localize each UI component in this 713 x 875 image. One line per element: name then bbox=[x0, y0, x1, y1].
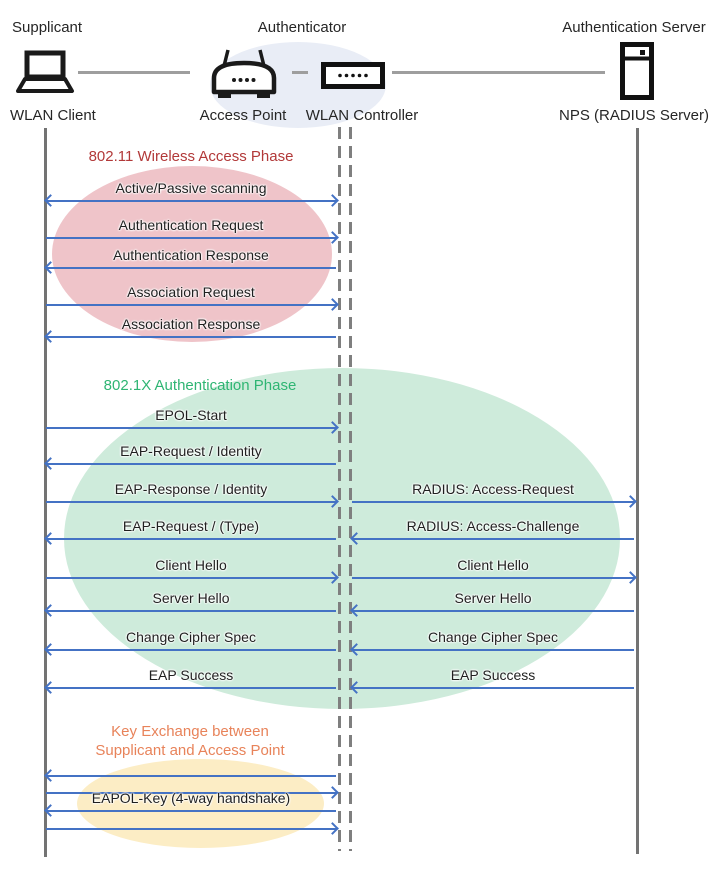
connector-line bbox=[78, 71, 190, 74]
arrowhead-left-icon bbox=[350, 643, 363, 656]
arrowhead-left-icon bbox=[44, 532, 57, 545]
server-icon bbox=[620, 42, 654, 100]
message-arrow-left bbox=[351, 606, 635, 616]
message-label: EAP-Request / Identity bbox=[120, 443, 262, 459]
message-arrow-left bbox=[351, 645, 635, 655]
message-arrow-left bbox=[351, 534, 635, 544]
phase1-title: 802.11 Wireless Access Phase bbox=[88, 148, 294, 165]
arrowhead-left-icon bbox=[44, 804, 57, 817]
message-arrow-left bbox=[45, 332, 337, 342]
message-arrow-right bbox=[351, 573, 635, 583]
arrowhead-left-icon bbox=[44, 643, 57, 656]
arrowhead-left-icon bbox=[44, 330, 57, 343]
message-label: Change Cipher Spec bbox=[126, 629, 256, 645]
message-arrow-left bbox=[45, 606, 337, 616]
device-label-wlan-controller: WLAN Controller bbox=[305, 107, 419, 124]
phase3-title-line2: Supplicant and Access Point bbox=[95, 742, 285, 759]
message-label: Authentication Request bbox=[118, 217, 264, 233]
arrowhead-left-icon bbox=[350, 604, 363, 617]
lifeline-authenticator-dashed-1 bbox=[338, 127, 342, 851]
arrowhead-right-icon bbox=[624, 571, 637, 584]
message-arrow-right bbox=[45, 573, 337, 583]
arrowhead-left-icon bbox=[44, 194, 57, 207]
message-label: Change Cipher Spec bbox=[428, 629, 558, 645]
message-arrow-right bbox=[351, 497, 635, 507]
device-label-wlan-client: WLAN Client bbox=[10, 107, 96, 124]
phase3-title-line1: Key Exchange between bbox=[111, 723, 269, 740]
role-label-authentication-server: Authentication Server bbox=[562, 19, 706, 36]
message-arrow-left bbox=[45, 806, 337, 816]
arrowhead-right-icon bbox=[326, 298, 339, 311]
message-label: EAPOL-Key (4-way handshake) bbox=[91, 790, 291, 806]
message-label: EAP Success bbox=[148, 667, 234, 683]
wlan-controller-icon bbox=[321, 62, 385, 89]
message-label: Client Hello bbox=[155, 557, 227, 573]
role-label-supplicant: Supplicant bbox=[12, 19, 83, 36]
connector-line bbox=[292, 71, 308, 74]
phase2-title: 802.1X Authentication Phase bbox=[103, 377, 297, 394]
message-label: Authentication Response bbox=[113, 247, 269, 263]
arrowhead-left-icon bbox=[44, 457, 57, 470]
message-label: Association Response bbox=[121, 316, 261, 332]
device-label-nps-radius-server: NPS (RADIUS Server) bbox=[558, 107, 710, 124]
message-arrow-both bbox=[45, 196, 337, 206]
arrowhead-right-icon bbox=[326, 194, 339, 207]
arrowhead-right-icon bbox=[326, 421, 339, 434]
arrowhead-right-icon bbox=[326, 822, 339, 835]
message-label: Association Request bbox=[127, 284, 255, 300]
arrowhead-left-icon bbox=[44, 769, 57, 782]
arrowhead-left-icon bbox=[44, 604, 57, 617]
message-arrow-left bbox=[351, 683, 635, 693]
laptop-icon bbox=[10, 50, 80, 96]
message-arrow-right bbox=[45, 233, 337, 243]
message-label: Active/Passive scanning bbox=[115, 180, 267, 196]
arrowhead-left-icon bbox=[350, 532, 363, 545]
message-label: Server Hello bbox=[454, 590, 532, 606]
arrowhead-left-icon bbox=[350, 681, 363, 694]
message-arrow-left bbox=[45, 263, 337, 273]
phase3-title bbox=[95, 722, 284, 760]
arrowhead-left-icon bbox=[44, 261, 57, 274]
connector-line bbox=[392, 71, 605, 74]
message-arrow-left bbox=[45, 459, 337, 469]
arrowhead-right-icon bbox=[326, 495, 339, 508]
message-label: EAP-Response / Identity bbox=[114, 481, 268, 497]
device-label-access-point: Access Point bbox=[199, 107, 287, 124]
message-arrow-right bbox=[45, 423, 337, 433]
lifeline-auth-server bbox=[636, 128, 639, 854]
message-arrow-right bbox=[45, 497, 337, 507]
message-arrow-right bbox=[45, 300, 337, 310]
message-label: Server Hello bbox=[152, 590, 230, 606]
message-label: EAP-Request / (Type) bbox=[122, 518, 260, 534]
message-label: EAP Success bbox=[450, 667, 536, 683]
access-point-icon bbox=[209, 48, 279, 100]
arrowhead-right-icon bbox=[326, 571, 339, 584]
message-arrow-left bbox=[45, 645, 337, 655]
message-label: RADIUS: Access-Request bbox=[412, 481, 574, 497]
message-arrow-left bbox=[45, 771, 337, 781]
message-label: Client Hello bbox=[457, 557, 529, 573]
message-label: RADIUS: Access-Challenge bbox=[406, 518, 580, 534]
message-label: EPOL-Start bbox=[155, 407, 227, 423]
message-arrow-left bbox=[45, 683, 337, 693]
arrowhead-right-icon bbox=[326, 231, 339, 244]
message-arrow-right bbox=[45, 824, 337, 834]
arrowhead-left-icon bbox=[44, 681, 57, 694]
role-label-authenticator: Authenticator bbox=[257, 19, 347, 36]
message-arrow-left bbox=[45, 534, 337, 544]
arrowhead-right-icon bbox=[624, 495, 637, 508]
